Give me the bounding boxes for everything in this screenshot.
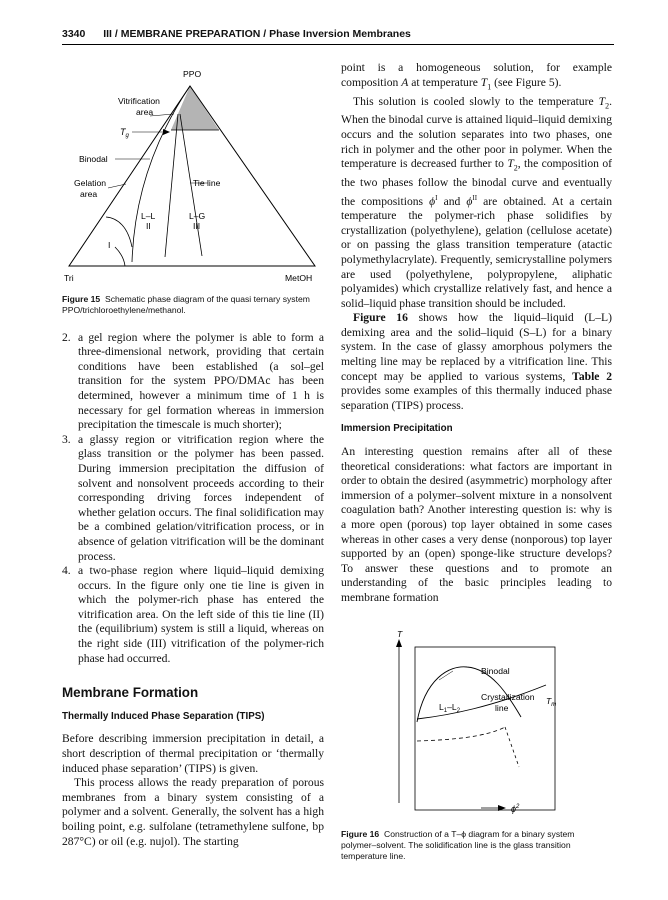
- label-gelation: Gelation: [74, 178, 107, 188]
- paragraph: Before describing immersion precipitation in detail, a short description of thermal precipitation or ‘thermally induced phase separation’ (TIPS) is given.: [62, 732, 324, 775]
- figure-16-caption: [341, 829, 612, 862]
- table-2-reference[interactable]: Table 2: [572, 369, 612, 383]
- running-title: III / MEMBRANE PREPARATION / Phase Inversion Membranes: [103, 28, 411, 40]
- region-i-boundary: [115, 247, 125, 266]
- label-crystallization: Crystallization: [481, 691, 535, 702]
- label-gelation-area: area: [80, 189, 98, 199]
- running-header: [62, 28, 614, 40]
- label-line: line: [495, 702, 509, 713]
- list-text: a two-phase region where liquid–liquid demixing occurs. In the figure only one tie line is given in which the polymer-rich phase has entered the vitrification area. On the left side of this tie line (II) the (equilibrium) system is still a liquid, whereas on the right side (III) vitrification of the polymer-rich phase had occurred.: [78, 564, 324, 665]
- figure-15-caption-label: Figure 15: [62, 293, 101, 304]
- paragraph: point is a homogeneous solution, for example composition A at temperature $T_1$ (see Figure 5).: [341, 61, 612, 91]
- label-binodal: Binodal: [481, 665, 510, 676]
- paragraph: Figure 16 shows how the liquid–liquid (L–L) demixing area and the solid–liquid (S–L) for a binary system. In the case of glassy amorphous polymers the melting line may be replaced by a vitrification line. This concept may be applied to various systems, Table 2 provides some examples of this thermally induced phase separation (TIPS) process.: [341, 311, 612, 412]
- label-region-iii: III: [193, 221, 201, 231]
- label-tie-line: Tie line: [193, 178, 221, 188]
- header-rule: [62, 44, 614, 45]
- list-text: a glassy region or vitrification region where the glass transition or the polymer has been passed. During immersion precipitation the diffusion of solvent and nonsolvent proceeds according to their corresponding driving forces independent of whether gelation occurs. The final solidification may be a combined gelation/vitrification process, or in absence of gelation vitrification will be the dominant process.: [78, 432, 324, 563]
- subsection-heading-tips: Thermally Induced Phase Separation (TIPS): [62, 710, 265, 722]
- solidification-line: [417, 727, 505, 741]
- page-number: 3340: [62, 28, 86, 40]
- list-item: [62, 564, 324, 666]
- label-region-ii: II: [146, 221, 151, 231]
- label-ll: L–L: [141, 211, 156, 221]
- figure-16-caption-text: Construction of a T–ϕ diagram for a binary system polymer–solvent. The solidification line is the glass transition temperature line.: [341, 828, 575, 861]
- label-vitrification-area: area: [136, 107, 154, 117]
- list-item: [62, 331, 324, 433]
- label-vitrification: Vitrification: [118, 96, 160, 106]
- t-axis-arrowhead: [396, 639, 402, 647]
- list-text: a gel region where the polymer is able to form a three-dimensional network, providing that certain conditions have been established (a sol–gel transition for the system PPO/DMAc has been determined, however a minimum time of 1 h is necessary for gel formation whereas in immersion precipitation the timescale is much shorter);: [78, 330, 324, 432]
- label-ppo: PPO: [183, 69, 202, 79]
- label-t-axis: T: [397, 628, 403, 639]
- list-number: 4.: [62, 564, 71, 578]
- subsection-heading-immersion: Immersion Precipitation: [341, 423, 453, 435]
- figure-15-caption-text: Schematic phase diagram of the quasi ternary system PPO/trichloroethylene/methanol.: [62, 293, 310, 315]
- label-tri: Tri: [64, 273, 74, 283]
- tie-line: [165, 114, 178, 257]
- label-phi: $\phi^2$: [511, 803, 520, 814]
- figure-16-reference[interactable]: Figure 16: [353, 311, 408, 325]
- paragraph: An interesting question remains after all of these theoretical considerations: what factors are important in order to obtain the desired (asymmetric) morphology after immersion of a polymer–solvent mixture in a nonsolvent coagulation bath? Another interesting question is: why is a more open (porous) top layer obtained in some cases whereas in other cases a very dense (nonporous) top layer supported by an (open) sponge-like structure develops? To answer these questions and to promote an understanding of the basic principles leading to membrane formation: [341, 445, 612, 604]
- right-column: [341, 61, 612, 862]
- figure-15-caption: [62, 294, 324, 316]
- label-binodal: Binodal: [79, 154, 108, 164]
- crystallization-line: [417, 685, 546, 719]
- tg-arrowhead: [163, 129, 170, 135]
- figure-15-diagram: [62, 62, 324, 287]
- list-number: 2.: [62, 330, 71, 344]
- left-column: [62, 62, 324, 849]
- list-number: 3.: [62, 432, 71, 446]
- figure-16-diagram: [341, 627, 612, 817]
- label-tg: $T_g$: [120, 127, 129, 139]
- label-l1-l2: $L_1-L_2$: [439, 701, 461, 714]
- label-lg: L–G: [189, 211, 206, 221]
- label-tm: $T_m$: [546, 695, 557, 708]
- paragraph: This solution is cooled slowly to the temperature $T_2$. When the binodal curve is attained liquid–liquid demixing occurs and the solution separates into two phases, one rich in polymer and the other poor in polymer. When the temperature is decreased further to $T_2$, the composition of the two phases follow the binodal curve and eventually the compositions $\phi^I$ and $\phi^{II}$ are obtained. At a certain temperature the polymer-rich phase solidifies by crystallization (polyethylene), gelation (cellulose acetate) or on passing the glass transition temperature (atactic polymethylacrylate). Frequently, semicrystalline polymers are used (polyethylene, polypropylene, aliphatic polyamides) which crystallize relatively fast, and hence a solid–liquid phase transition should be included.: [341, 94, 612, 310]
- label-region-i: I: [108, 240, 111, 250]
- list-item: [62, 433, 324, 564]
- vertical-dashed-line: [505, 727, 519, 767]
- paragraph: This process allows the ready preparation of porous membranes from a binary system consisting of a polymer and a solvent. Generally, the solvent has a high boiling point, e.g. sulfolane (tetramethylene sulfone, bp 287°C) or oil (e.g. nujol). The starting: [62, 776, 324, 848]
- figure-16-caption-label: Figure 16: [341, 828, 380, 839]
- section-heading: Membrane Formation: [62, 685, 199, 701]
- label-meoh: MetOH: [285, 273, 313, 283]
